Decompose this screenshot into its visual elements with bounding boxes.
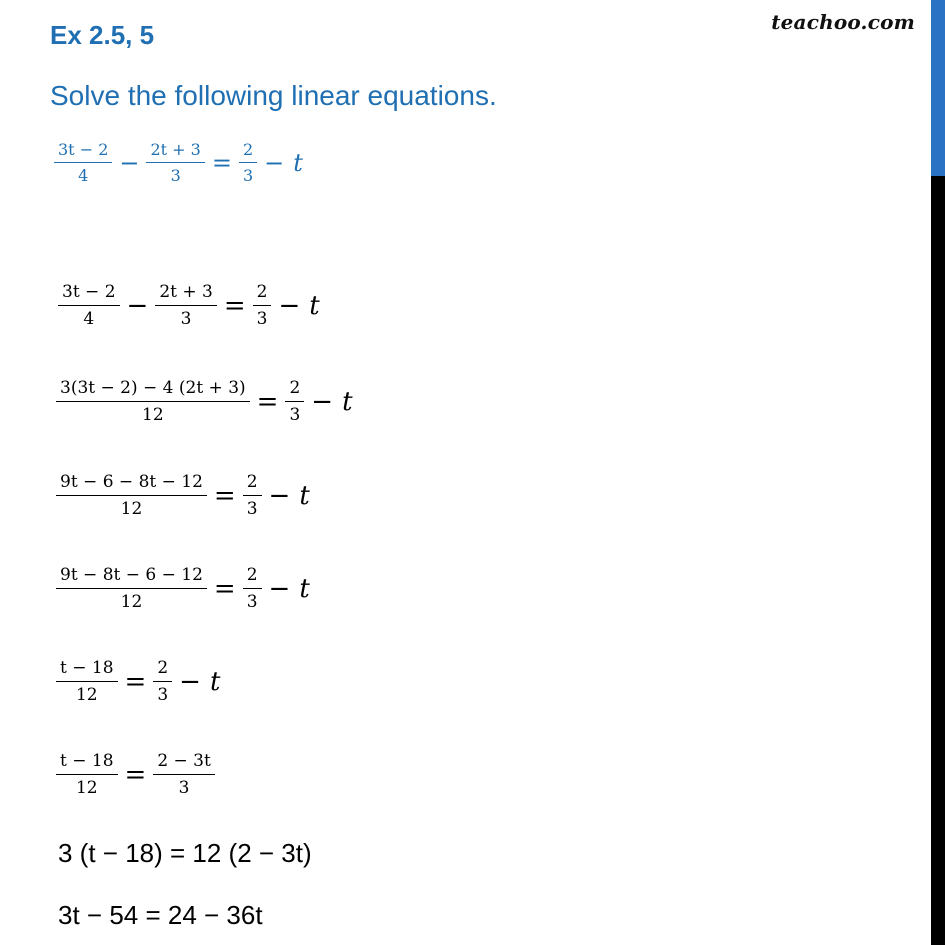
fraction <box>56 474 207 518</box>
denominator: 3 <box>178 778 190 798</box>
numerator: 2 <box>246 565 258 585</box>
numerator: 3(3t − 2) − 4 (2t + 3) <box>60 378 246 398</box>
fraction <box>153 660 172 704</box>
fraction <box>155 284 217 328</box>
equals-sign: = <box>124 760 147 790</box>
fraction <box>58 284 120 328</box>
solution-step <box>54 567 310 611</box>
operator: − <box>268 481 291 511</box>
denominator: 12 <box>142 405 164 425</box>
fraction <box>146 142 204 184</box>
denominator: 12 <box>120 592 143 612</box>
numerator: 9t − 6 − 8t − 12 <box>60 472 203 492</box>
operator: − <box>179 667 201 697</box>
denominator: 3 <box>180 309 192 329</box>
problem-statement: Solve the following linear equations. <box>50 80 497 111</box>
numerator: 2 <box>242 140 254 159</box>
variable: t <box>299 574 310 604</box>
page-title: Ex 2.5, 5 <box>50 20 155 50</box>
operator: − <box>311 387 334 417</box>
operator: − <box>119 149 140 177</box>
denominator: 3 <box>256 309 268 329</box>
fraction <box>56 567 207 611</box>
fraction <box>56 660 118 704</box>
variable: t <box>309 291 320 321</box>
fraction <box>56 753 118 797</box>
numerator: 2t + 3 <box>159 282 213 302</box>
operator: − <box>278 291 301 321</box>
variable: t <box>342 387 353 417</box>
denominator: 3 <box>246 499 258 519</box>
question-equation <box>52 142 303 184</box>
denominator: 12 <box>75 685 98 705</box>
numerator: 2 <box>246 472 258 492</box>
equation-line: 3 (t − 18) = 12 (2 − 3t) <box>58 838 312 868</box>
fraction <box>243 474 262 518</box>
operator: − <box>264 149 285 177</box>
fraction <box>253 284 272 328</box>
variable: t <box>293 149 303 177</box>
equals-sign: = <box>124 667 147 697</box>
solution-step <box>56 284 320 328</box>
solution-step <box>54 753 217 797</box>
solution-step <box>54 380 353 424</box>
fraction <box>54 142 112 184</box>
numerator: 2 − 3t <box>157 751 211 771</box>
denominator: 3 <box>157 685 169 705</box>
fraction <box>153 753 215 797</box>
numerator: 2t + 3 <box>150 140 201 159</box>
numerator: t − 18 <box>60 751 114 771</box>
operator: − <box>268 574 291 604</box>
denominator: 12 <box>120 499 143 519</box>
fraction <box>285 380 304 424</box>
numerator: 2 <box>157 658 169 678</box>
numerator: 9t − 8t − 6 − 12 <box>60 565 203 585</box>
numerator: 3t − 2 <box>58 140 109 159</box>
fraction <box>239 142 257 184</box>
denominator: 3 <box>170 166 181 185</box>
denominator: 12 <box>75 778 98 798</box>
fraction <box>243 567 262 611</box>
equals-sign: = <box>256 387 279 417</box>
solution-step <box>54 474 310 518</box>
equals-sign: = <box>213 574 236 604</box>
numerator: 2 <box>289 378 301 398</box>
denominator: 3 <box>289 405 301 425</box>
numerator: t − 18 <box>60 658 114 678</box>
numerator: 2 <box>256 282 268 302</box>
variable: t <box>209 667 221 697</box>
equals-sign: = <box>211 149 232 177</box>
numerator: 3t − 2 <box>62 282 116 302</box>
denominator: 4 <box>78 166 89 185</box>
equals-sign: = <box>223 291 246 321</box>
variable: t <box>299 481 310 511</box>
operator: − <box>126 291 149 321</box>
scrollbar-thumb[interactable] <box>931 0 945 176</box>
fraction <box>56 380 250 424</box>
denominator: 4 <box>83 309 95 329</box>
solution-step <box>54 660 220 704</box>
equals-sign: = <box>213 481 236 511</box>
brand-logo: teachoo.com <box>771 10 915 34</box>
denominator: 3 <box>246 592 258 612</box>
equation-line: 3t − 54 = 24 − 36t <box>58 900 263 930</box>
denominator: 3 <box>242 166 254 185</box>
